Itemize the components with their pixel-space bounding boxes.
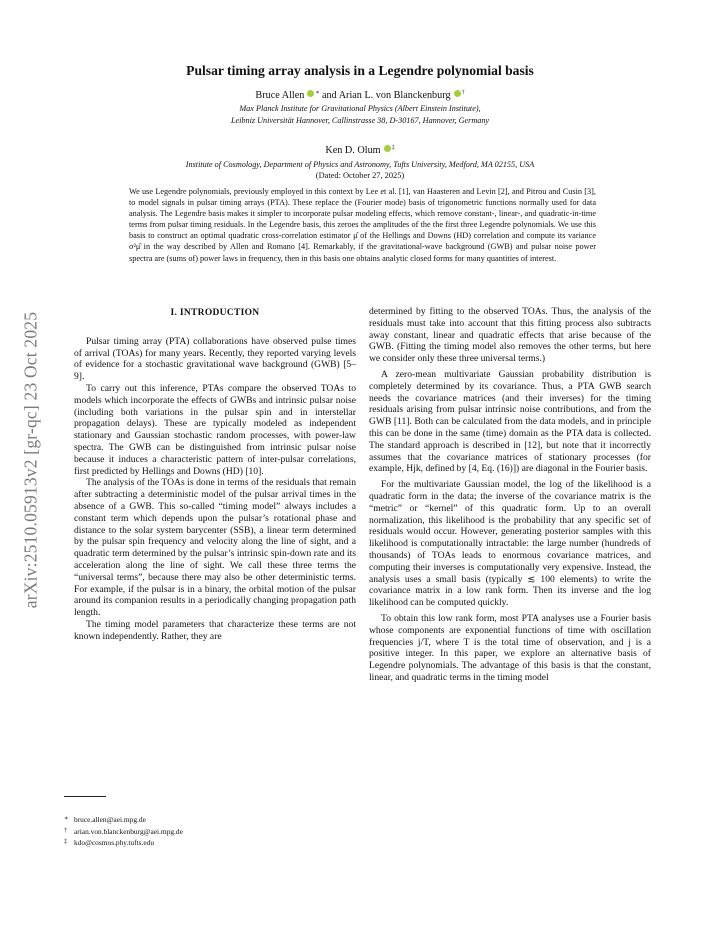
footnote-mark: ∗ — [64, 815, 69, 822]
author-line-1 — [0, 89, 720, 101]
author-line-2 — [0, 145, 720, 156]
right-column — [369, 306, 651, 684]
date-line: (Dated: October 27, 2025) — [315, 171, 405, 180]
orcid-icon[interactable] — [454, 90, 461, 97]
paragraph: For the multivariate Gaussian model, the log of the likelihood is a quadratic form in the data; the inverse of the covariance matrix is the “metric” or “kernel” of this quadratic form. Up to an overall normalization, this likelihood is the probability that any specific set of residuals would occur. However, generating posterior samples with this likelihood is computationally intractable: the large number (hundreds of thousands) of TOAs leads to enormous covariance matrices, and computing their inverses is computationally very expensive. Instead, the analysis uses a small basis (typically ≲ 100 elements) to write the covariance matrix in a low rank form. Then its inverse and the log likelihood can be computed quickly. — [369, 479, 651, 609]
paragraph: To carry out this inference, PTAs compare the observed TOAs to models which incorporate the effects of GWBs and intrinsic pulsar noise (including both variations in the pulsar spin and in interstellar propagation delays). These are typically modeled as independent stationary and Gaussian stochastic random processes, with power-law spectra. The GWB can be distinguished from intrinsic pulsar noise because it induces a characteristic pattern of inter-pulsar correlations, first predicted by Hellings and Downs (HD) [10]. — [74, 382, 356, 477]
arxiv-identifier: arXiv:2510.05913v2 [gr-qc] 23 Oct 2025 — [20, 311, 41, 609]
paragraph: A zero-mean multivariate Gaussian probability distribution is completely determined by its covariance. Thus, a PTA GWB search needs the covariance matrices (and their inverses) for the timing residuals arising from pulsar intrinsic noise contributions, and from the GWB [11]. Both can be calculated from the data models, and in principle this can be done in the same (time) domain as the PTA data is collected. The standard approach is described in [12], but note that it incorrectly assumes that the covariance matrices of stationary processes (for example, Hjk, defined by [4, Eq. (16)]) are diagonal in the Fourier basis. — [369, 368, 651, 475]
paragraph: The analysis of the TOAs is done in terms of the residuals that remain after subtracting a deterministic model of the pulsar arrival times in the absence of a GWB. This so-called “timing model” always includes a constant term which depends upon the pulsar’s rotational phase and distance to the solar system barycenter (SSB), a linear term determined by the pulsar spin frequency and velocity along the line of sight, and a quadratic term determined by the pulsar’s intrinsic spin-down rate and its acceleration along the line of sight. We call these three terms the “universal terms”, because there may also be other deterministic terms. For example, if the pulsar is in a binary, the orbital motion of the pulsar around its companion results in a periodically changing propagation path length. — [74, 477, 356, 619]
footnotes — [64, 814, 183, 849]
affiliation-line: Leibniz Universität Hannover, Callinstrasse 38, D-30167, Hannover, Germany — [230, 115, 490, 125]
author-allen: Bruce Allen — [255, 90, 305, 101]
affiliation-tufts: Institute of Cosmology, Department of Physics and Astronomy, Tufts University, Medford, MA 02155, USA — [185, 160, 535, 169]
email-link[interactable]: kdo@cosmos.phy.tufts.edu — [74, 838, 155, 848]
paragraph: determined by fitting to the observed TOAs. Thus, the analysis of the residuals must take into account that this fitting process also subtracts away constant, linear and quadratic effects that arise because of the GWB. (Fitting the timing model also removes the other terms, but here we consider only these three universal terms.) — [369, 306, 651, 365]
footnote — [64, 814, 183, 826]
section-heading-introduction: I. INTRODUCTION — [170, 308, 260, 318]
footnote-divider — [64, 796, 106, 797]
orcid-icon[interactable] — [307, 90, 314, 97]
footnote — [64, 826, 183, 838]
footnote-mark: ‡ — [391, 145, 395, 151]
paragraph: To obtain this low rank form, most PTA analyses use a Fourier basis whose components are exponential functions of time with oscillation frequencies j/T, where T is the total time of observation, and j is a positive integer. In this paper, we explore an alternative basis of Legendre polynomials. The advantage of this basis is that the constant, linear, and quadratic terms in the timing model — [369, 612, 651, 683]
footnote-mark: † — [64, 826, 68, 834]
footnote-mark: ∗ — [315, 90, 320, 96]
email-link[interactable]: arian.von.blanckenburg@aei.mpg.de — [74, 826, 183, 836]
paragraph: Pulsar timing array (PTA) collaborations have observed pulse times of arrival (TOAs) for many years. Recently, they reported varying levels of evidence for a stochastic gravitational wave background (GWB) [5–9]. — [74, 335, 356, 383]
abstract: We use Legendre polynomials, previously employed in this context by Lee et al. [1], van Haasteren and Levin [2], and Pitrou and Cusin [3], to model signals in pulsar timing arrays (PTA). These replace the (Fourier mode) basis of trigonometric functions normally used for data analysis. The Legendre basis makes it simpler to incorporate pulsar modeling effects, which remove constant-, linear-, and quadratic-in-time terms from pulsar timing residuals. In the Legendre basis, this zeroes the amplitudes of the the first three Legendre polynomials. We use this basis to construct an optimal quadratic cross-correlation estimator μ̂ of the Hellings and Downs (HD) correlation and compute its variance σ²μ̂ in the way described by Allen and Romano [4]. Remarkably, if the gravitational-wave background (GWB) and pulsar noise power spectra are (sums of) power laws in frequency, then in this basis one obtains analytic closed forms for many quantities of interest. — [129, 187, 596, 263]
affiliation-mpi — [0, 103, 720, 126]
email-link[interactable]: bruce.allen@aei.mpg.de — [74, 815, 146, 824]
arxiv-sidebar — [14, 250, 48, 670]
footnote-mark: ‡ — [64, 838, 68, 846]
author-olum: Ken D. Olum — [325, 145, 381, 156]
author-conjunction: and — [322, 90, 337, 101]
paper-title: Pulsar timing array analysis in a Legendre polynomial basis — [186, 63, 534, 78]
left-column — [74, 308, 356, 643]
orcid-icon[interactable] — [384, 145, 391, 152]
footnote-mark: † — [461, 90, 465, 96]
footnote — [64, 837, 183, 849]
affiliation-line: Max Planck Institute for Gravitational Physics (Albert Einstein Institute), — [239, 104, 481, 113]
author-blanckenburg: Arian L. von Blanckenburg — [338, 90, 451, 101]
paragraph: The timing model parameters that characterize these terms are not known independently. Rather, they are — [74, 618, 356, 642]
